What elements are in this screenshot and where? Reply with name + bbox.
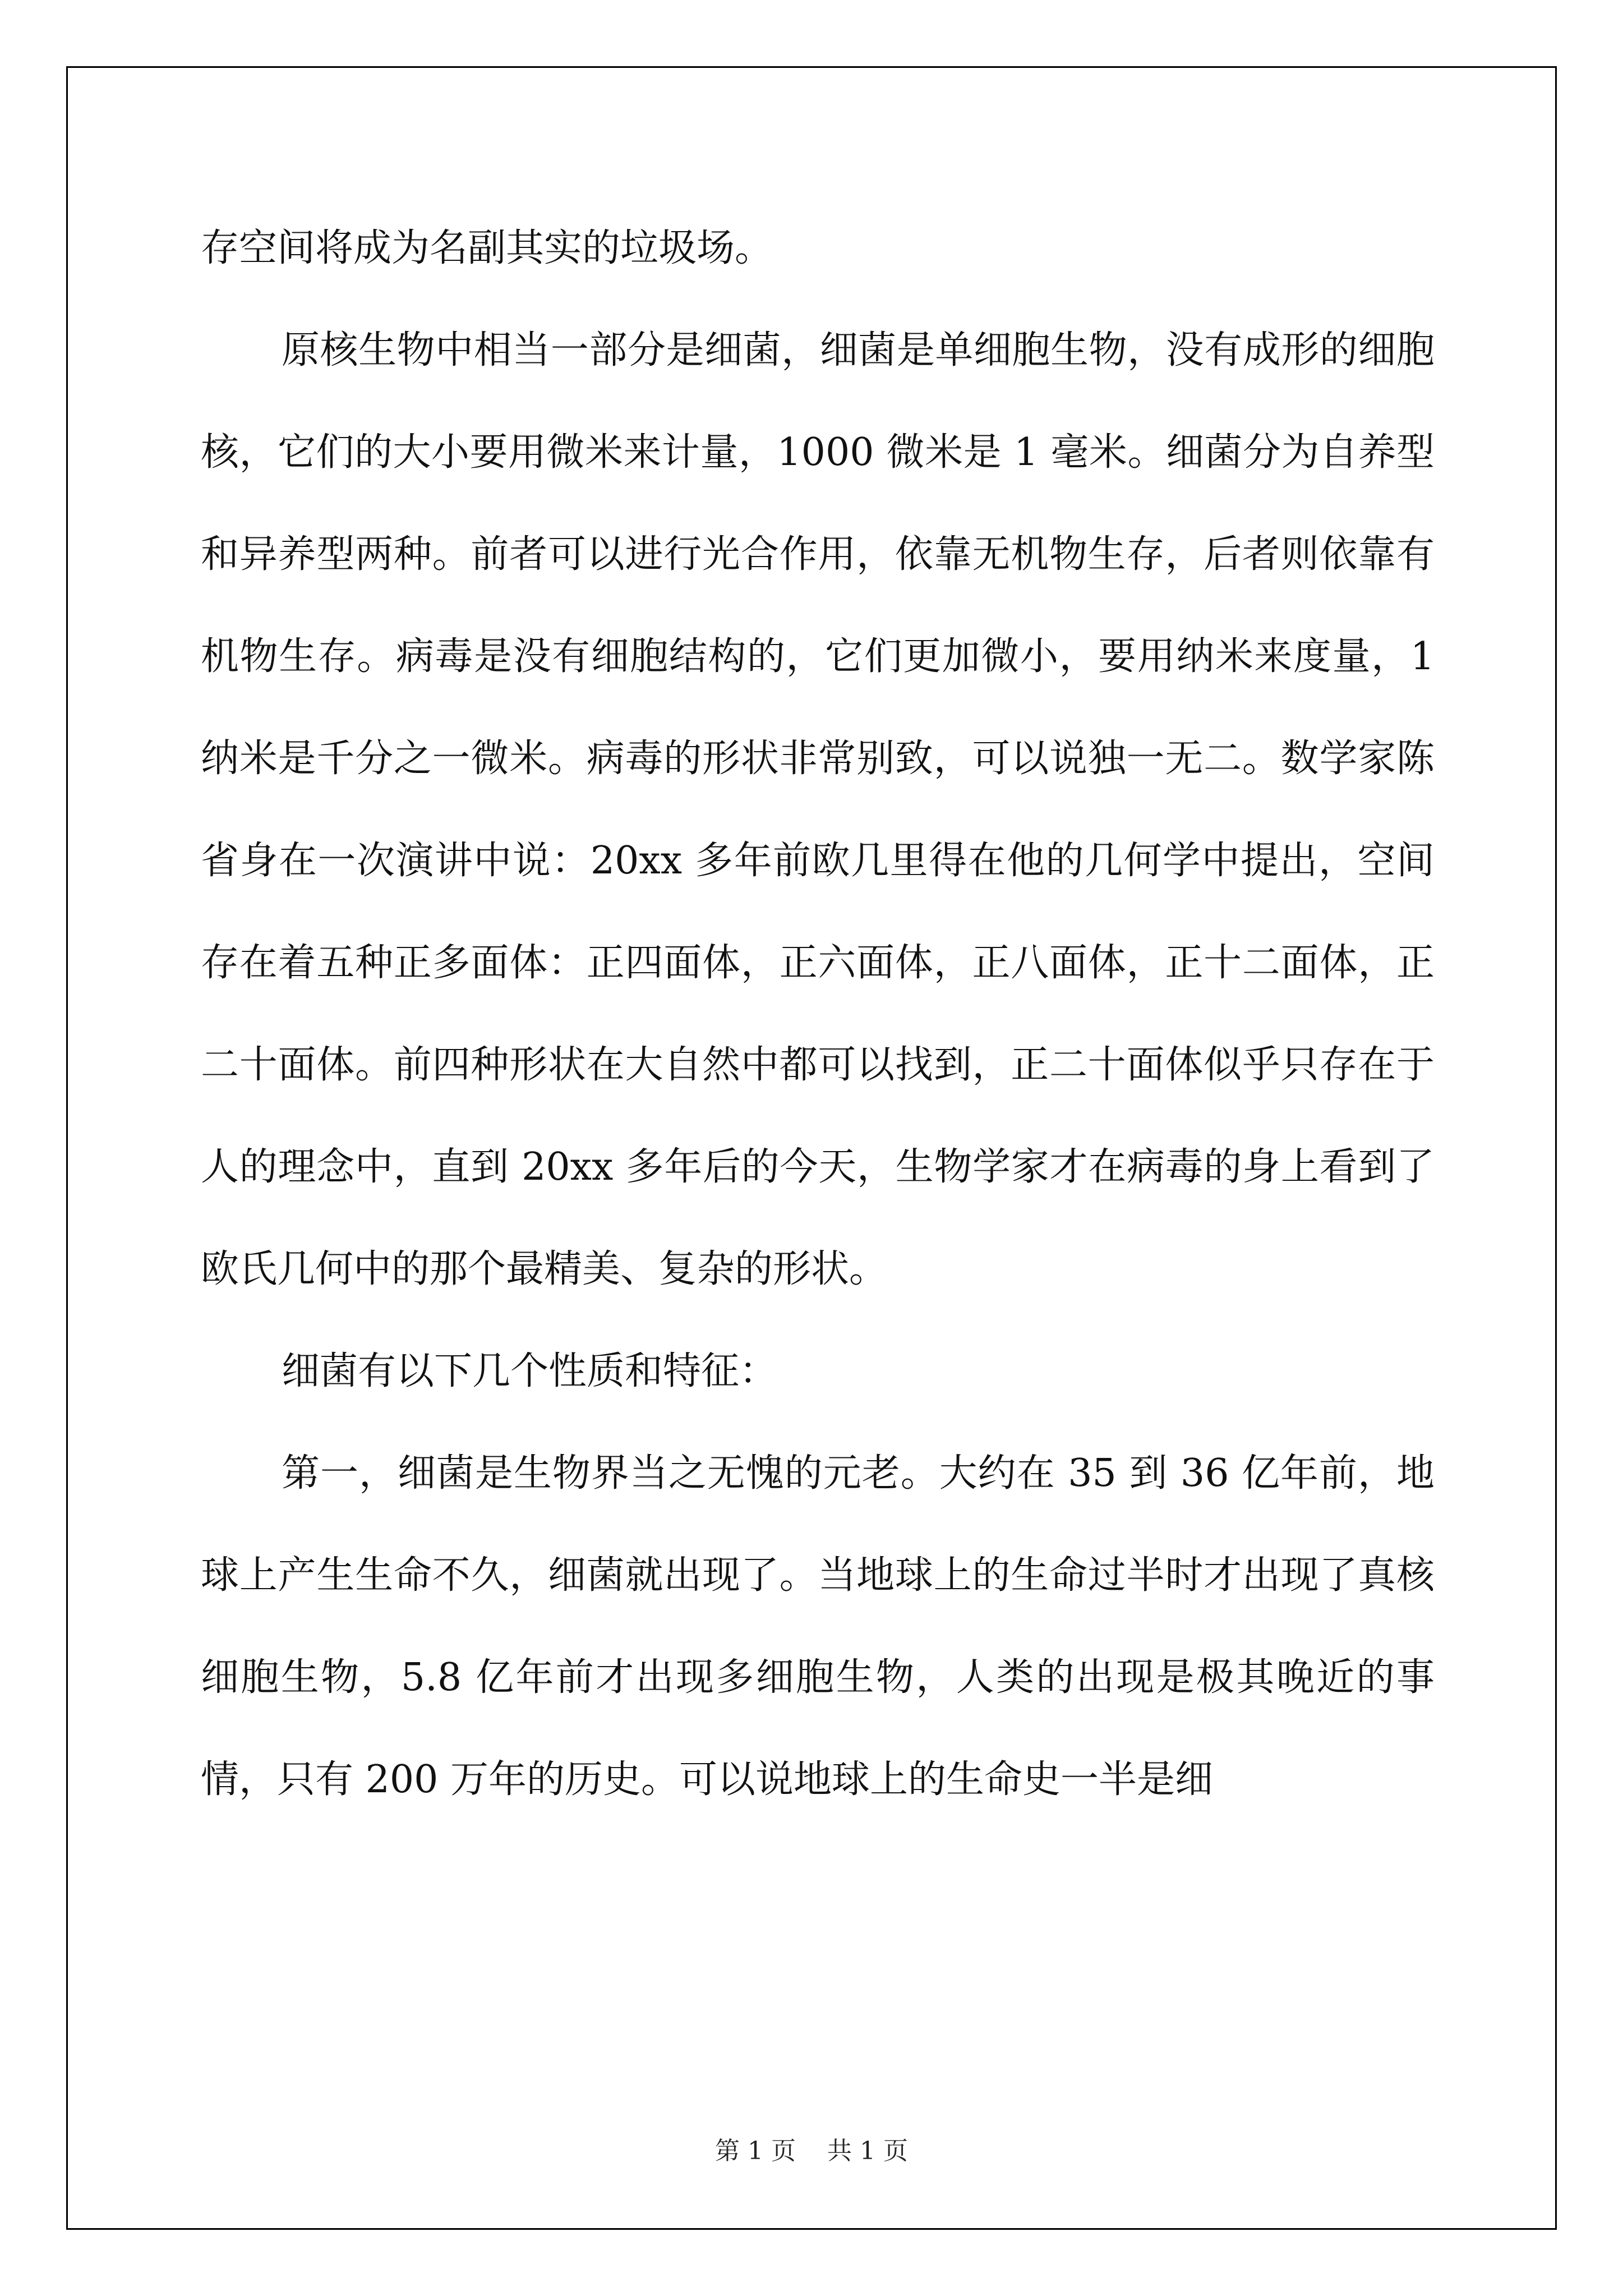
document-body <box>201 197 1435 1831</box>
paragraph-4: 第一，细菌是生物界当之无愧的元老。大约在 35 到 36 亿年前，地球上产生生命不久，细菌就出现了。当地球上的生命过半时才出现了真核细胞生物，5.8 亿年前才出现多细胞生物，人类的出现是极其晚近的事情，只有 200 万年的历史。可以说地球上的生命史一半是细 <box>201 1451 1435 1802</box>
page-total: 共 1 页 <box>827 2137 908 2165</box>
paragraph-1: 存空间将成为名副其实的垃圾场。 <box>201 226 773 270</box>
paragraph-2: 原核生物中相当一部分是细菌，细菌是单细胞生物，没有成形的细胞核，它们的大小要用微米来计量，1000 微米是 1 毫米。细菌分为自养型和异养型两种。前者可以进行光合作用，依靠无机物生存，后者则依靠有机物生存。病毒是没有细胞结构的，它们更加微小，要用纳米来度量，1 纳米是千分之一微米。病毒的形状非常别致，可以说独一无二。数学家陈省身在一次演讲中说：20xx 多年前欧几里得在他的几何学中提出，空间存在着五种正多面体：正四面体，正六面体，正八面体，正十二面体，正二十面体。前四种形状在大自然中都可以找到，正二十面体似乎只存在于人的理念中，直到 20xx 多年后的今天，生物学家才在病毒的身上看到了欧氏几何中的那个最精美、复杂的形状。 <box>201 328 1435 1291</box>
page-footer <box>0 2131 1623 2166</box>
page-number: 第 1 页 <box>715 2137 796 2165</box>
paragraph-3: 细菌有以下几个性质和特征： <box>282 1349 778 1393</box>
